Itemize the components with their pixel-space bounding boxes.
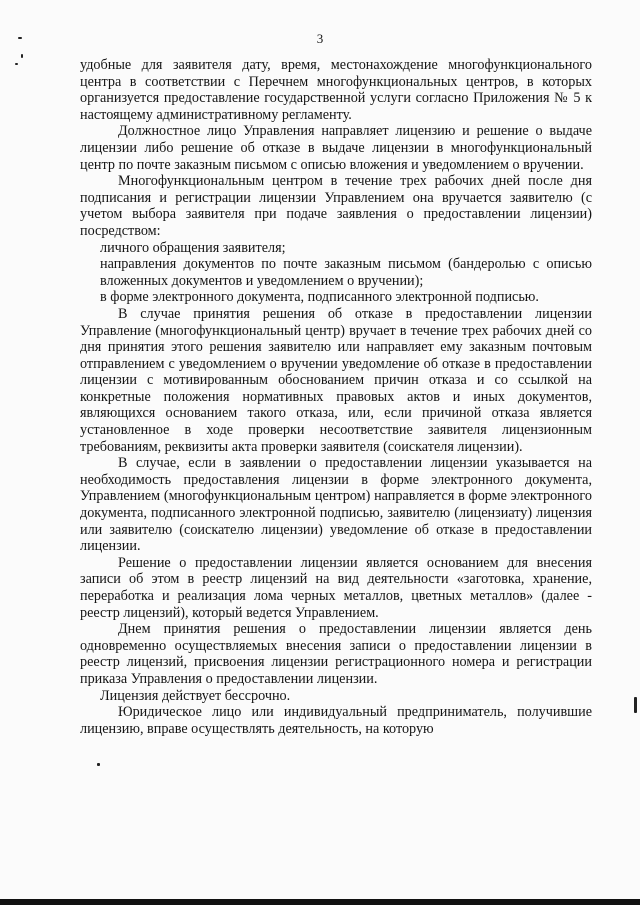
paragraph: Днем принятия решения о предоставлении лицензии является день одновременно осуществляемых внесения записи о предоставлении лицензии в реестр лицензий, присвоения лицензии регистрационного номера и регистрации приказа Управления о предоставлении лицензии. xyxy=(80,621,592,687)
paragraph: Решение о предоставлении лицензии является основанием для внесения записи об этом в реестр лицензий на вид деятельности «заготовка, хранение, переработка и реализация лома черных металлов, цветных металлов» (далее - реестр лицензий), который ведется Управлением. xyxy=(80,554,592,621)
paragraph: удобные для заявителя дату, время, местонахождение многофункционального центра в соответствии с Перечнем многофункциональных центров, в которых организуется предоставление государственной услуги согласно Приложения № 5 к настоящему административному регламенту. xyxy=(80,57,592,123)
list-item: в форме электронного документа, подписанного электронной подписью. xyxy=(100,289,539,306)
document-body xyxy=(80,57,592,737)
paragraph: В случае принятия решения об отказе в предоставлении лицензии Управление (многофункциональный центр) вручает в течение трех рабочих дней со дня принятия этого решения заявителю или направляет ему заказным почтовым отправлением с уведомлением о вручении уведомление об отказе в предоставлении лицензии с мотивированным обоснованием причин отказа и со ссылкой на конкретные положения нормативных правовых актов и иных документов, являющихся основанием такого отказа, или, если причиной отказа является установленное в ходе проверки несоответствие заявителя лицензионным требованиям, реквизиты акта проверки заявителя (соискателя лицензии). xyxy=(80,305,592,455)
scan-mark xyxy=(97,763,100,766)
scan-mark xyxy=(18,37,22,39)
page-number: 3 xyxy=(316,31,324,46)
scan-mark xyxy=(15,63,18,65)
scan-mark xyxy=(21,54,23,58)
paragraph: В случае, если в заявлении о предоставлении лицензии указывается на необходимость предоставления лицензии в форме электронного документа, Управлением (многофункциональным центром) направляется в форме электронного документа, подписанного электронной подписью, заявителю (лицензиату) лицензия или заявителю (соискателю лицензии) уведомление об отказе в предоставлении лицензии. xyxy=(80,455,592,555)
scan-bottom-border xyxy=(0,899,640,905)
list-item: личного обращения заявителя; xyxy=(100,239,286,256)
paragraph: Должностное лицо Управления направляет лицензию и решение о выдаче лицензии либо решение об отказе в выдаче лицензии в многофункциональный центр по почте заказным письмом с описью вложения и уведомлением о вручении. xyxy=(80,123,592,173)
paragraph: Многофункциональным центром в течение трех рабочих дней после дня подписания и регистрации лицензии Управлением она вручается заявителю (с учетом выбора заявителя при подаче заявления о предоставлении лицензии) посредством: xyxy=(80,173,592,239)
list-item: направления документов по почте заказным письмом (бандеролью с описью вложенных документов и уведомлением о вручении); xyxy=(100,256,592,289)
list-item: Лицензия действует бессрочно. xyxy=(100,687,291,704)
scan-mark xyxy=(634,697,637,713)
paragraph: Юридическое лицо или индивидуальный предприниматель, получившие лицензию, вправе осуществлять деятельность, на которую xyxy=(80,704,592,737)
